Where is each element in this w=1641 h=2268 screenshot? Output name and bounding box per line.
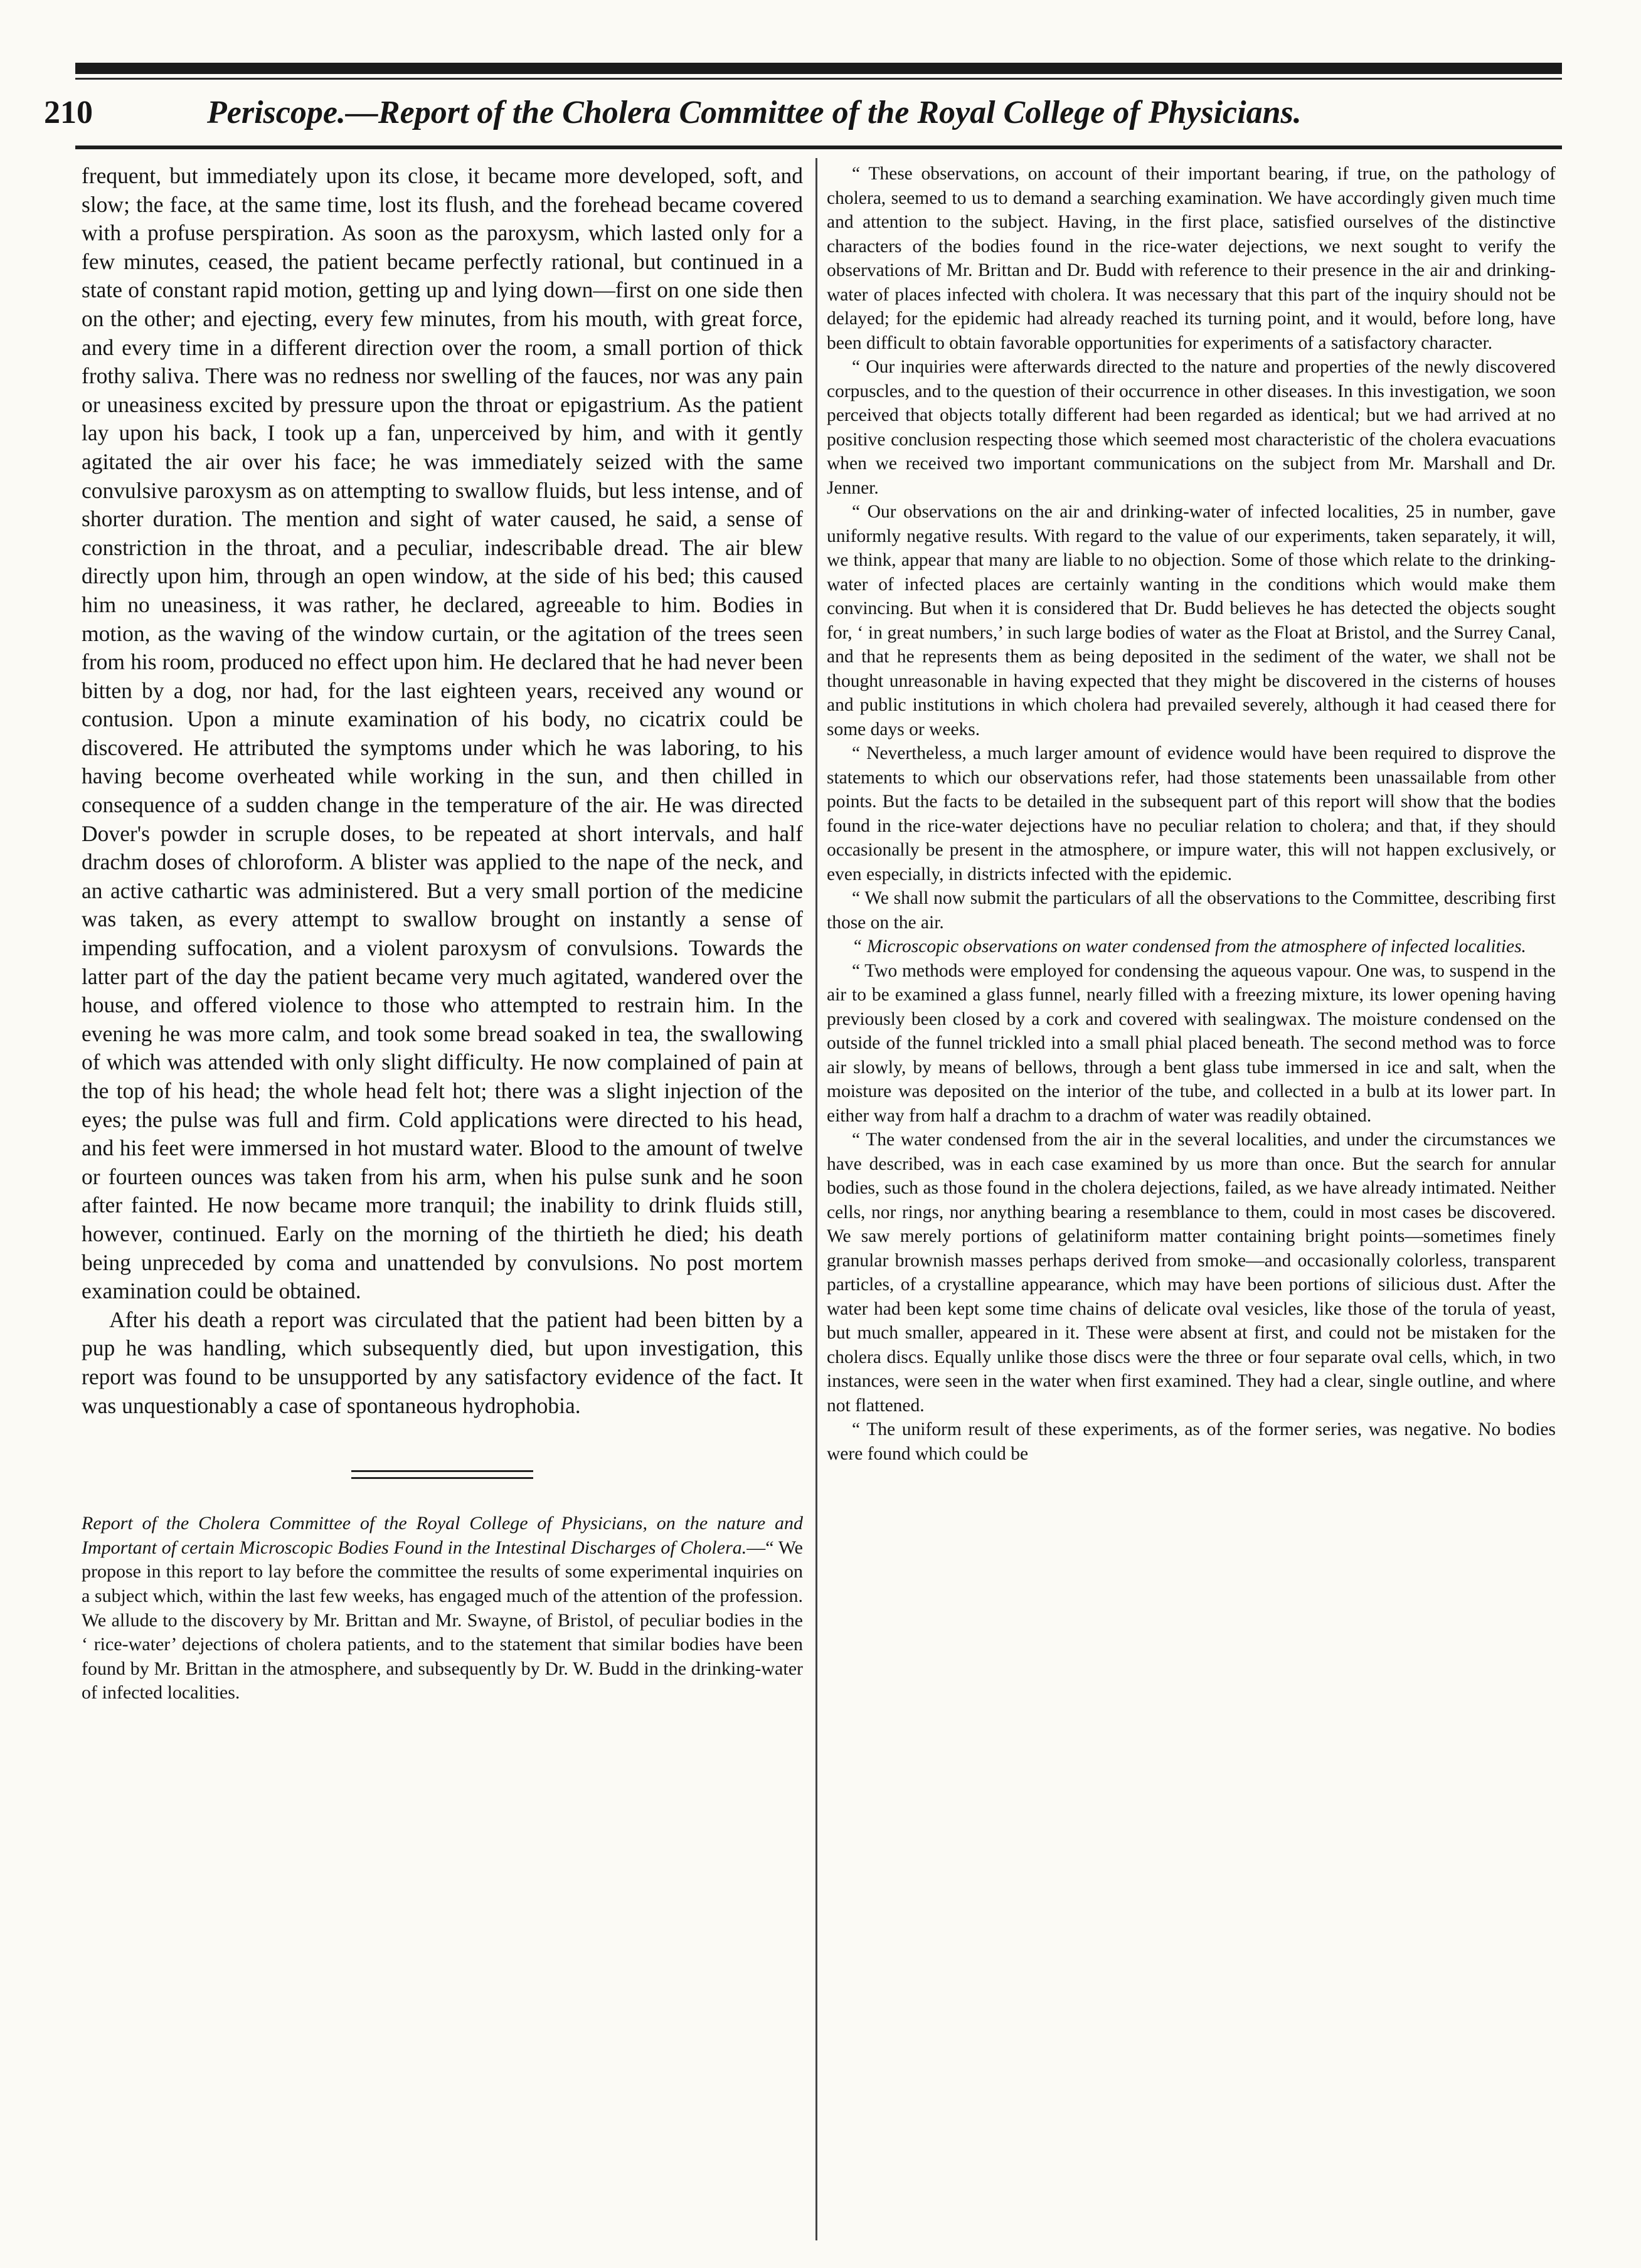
page-header [44,88,1575,144]
report-paragraph-air-water: “ Our observations on the air and drinking-water of infected localities, 25 in number, gave uniformly negative results. With regard to the value of our experiments, taken separately, it will, we think, appear that many are liable to no objection. Some of those which relate to the drinking-water of infected places are certainly wanting in the conditions which would make them convincing. But when it is considered that Dr. Budd believes he has detected the objects sought for, ‘ in great numbers,’ in such large bodies of water as the Float at Bristol, and the Surrey Canal, and that he represents them as being deposited in the sediment of the water, we shall not be thought unreasonable in having expected that they might be discovered in the cisterns of houses and public institutions in which cholera had prevailed severely, although it had ceased there for some days or weeks. [827,502,1556,739]
report-paragraph-methods: “ Two methods were employed for condensing the aqueous vapour. One was, to suspend in the air to be examined a glass funnel, nearly filled with a freezing mixture, its lower opening having previously been closed by a cork and covered with sealingwax. The moisture condensed on the outside of the funnel trickled into a small phial placed beneath. The second method was to force air slowly, by means of bellows, through a bent glass tube immersed in ice and salt, when the moisture was deposited on the interior of the tube, and collected in a bulb at its lower part. In either way from half a drachm to a drachm of water was readily obtained. [827,960,1556,1126]
subheading-microscopic: “ Microscopic observations on water condensed from the atmosphere of infected localities. [852,936,1526,956]
report-paragraph-submit: “ We shall now submit the particulars of all the observations to the Committee, describing first those on the air. [827,888,1556,933]
section-divider [351,1470,533,1472]
case-paragraph: frequent, but immediately upon its close, it became more developed, soft, and slow; the face, at the same time, lost its flush, and the forehead became covered with a profuse perspiration. As soon as the paroxysm, which lasted only for a few minutes, ceased, the patient became perfectly rational, but continued in a state of constant rapid motion, getting up and lying down—first on one side then on the other; and ejecting, every few minutes, from his mouth, with great force, and every time in a different direction over the room, a small portion of thick frothy saliva. There was no redness nor swelling of the fauces, nor was any pain or uneasiness excited by pressure upon the throat or epigastrium. As the patient lay upon his back, I took up a fan, unperceived by him, and with it gently agitated the air over his face; he was immediately seized with the same convulsive paroxysm as on attempting to swallow fluids, but less intense, and of shorter duration. The mention and sight of water caused, he said, a sense of constriction in the throat, and a peculiar, indescribable dread. The air blew directly upon him, through an open window, at the side of his bed; this caused him no uneasiness, it was rather, he declared, agreeable to him. Bodies in motion, as the waving of the window curtain, or the agitation of the trees seen from his room, produced no effect upon him. He declared that he had never been bitten by a dog, nor had, for the last eighteen years, received any wound or contusion. Upon a minute examination of his body, no cicatrix could be discovered. He attributed the symptoms under which he was laboring, to his having become overheated while working in the sun, and then chilled in consequence of a sudden change in the temperature of the air. He was directed Dover's powder in scruple doses, to be repeated at short intervals, and half drachm doses of chloroform. A blister was applied to the nape of the neck, and an active cathartic was administered. But a very small portion of the medicine was taken, as every attempt to swallow brought on instantly a sense of impending suffocation, and a violent paroxysm of convulsions. Towards the latter part of the day the patient became very much agitated, wandered over the house, and offered violence to those who attempted to restrain him. In the evening he was more calm, and took some bread soaked in tea, the swallowing of which was attended with only slight difficulty. He now complained of pain at the top of his head; the whole head felt hot; there was a slight injection of the eyes; the pulse was full and firm. Cold applications were directed to his head, and his feet were immersed in hot mustard water. Blood to the amount of twelve or fourteen ounces was taken from his arm, when his pulse sunk and he soon after fainted. He now became more tranquil; the inability to drink fluids still, however, continued. Early on the morning of the thirtieth he died; his death being unpreceded by coma and unattended by convulsions. No post mortem examination could be obtained. [82,163,803,1304]
right-column [827,162,1556,2250]
column-divider [815,158,817,2240]
top-rule-thin [75,78,1562,80]
report-paragraph-inquiries: “ Our inquiries were afterwards directed to the nature and properties of the newly discovered corpuscles, and to the question of their occurrence in other diseases. In this investigation, we soon perceived that objects totally different had been regarded as identical; but we had arrived at no positive conclusion respecting those which seemed most characteristic of the cholera evacuations when we received two important communications on the subject from Mr. Marshall and Dr. Jenner. [827,357,1556,498]
left-column [82,162,803,2250]
report-paragraph-nevertheless: “ Nevertheless, a much larger amount of evidence would have been required to disprove the statements to which our observations refer, had those statements been unassailable from other points. But the facts to be detailed in the subsequent part of this report will show that the bodies found in the rice-water dejections have no peculiar relation to cholera; and that, if they should occasionally be present in the atmosphere, or impure water, this will not happen exclusively, or even especially, in districts infected with the epidemic. [827,743,1556,884]
report-paragraph-condensed-water: “ The water condensed from the air in the several localities, and under the circumstances we have described, was in each case examined by us more than once. But the search for annular bodies, such as those found in the cholera dejections, failed, as we have already intimated. Neither cells, nor rings, nor anything bearing a resemblance to them, could in most cases be discovered. We saw merely portions of gelatiniform matter containing bright points—sometimes finely granular brownish masses perhaps derived from smoke—and occasionally colorless, transparent particles, of a crystalline appearance, which may have been portions of silicious dust. After the water had been kept some time chains of delicate oval vesicles, like those of the torula of yeast, but much smaller, appeared in it. These were absent at first, and could not be mistaken for the cholera discs. Equally unlike those discs were the three or four separate oval cells, which, in two instances, were seen in the water when first examined. They had a clear, single outline, and where not flattened. [827,1130,1556,1416]
section-divider-lower [351,1477,533,1479]
report-paragraph-uniform-result: “ The uniform result of these experiments, as of the former series, was negative. No bodies were found which could be [827,1419,1556,1464]
case-conclusion-paragraph: After his death a report was circulated that the patient had been bitten by a pup he was handling, which subsequently died, but upon investigation, this report was found to be unsupported by any satisfactory evidence of the fact. It was unquestionably a case of spontaneous hydrophobia. [82,1306,803,1418]
report-heading: Report of the Cholera Committee of the Royal College of Physicians, on the nature and Important of certain Microscopic Bodies Found in the Intestinal Discharges of Cholera. [82,1513,803,1558]
top-rule [75,63,1562,74]
report-text: —“ We propose in this report to lay before the committee the results of some experimental inquiries on a subject which, within the last few weeks, has engaged much of the attention of the profession. We allude to the discovery by Mr. Brittan and Mr. Swayne, of Bristol, of peculiar bodies in the ‘ rice-water’ dejections of cholera patients, and to the statement that similar bodies have been found by Mr. Brittan in the atmosphere, and subsequently by Dr. W. Budd in the drinking-water of infected localities. [82,1537,803,1704]
page-number: 210 [44,95,93,130]
report-paragraph-observations: “ These observations, on account of their important bearing, if true, on the pathology of cholera, seemed to us to demand a searching examination. We have accordingly given much time and attention to the subject. Having, in the first place, satisfied ourselves of the distinctive characters of the bodies found in the rice-water dejections, we next sought to verify the observations of Mr. Brittan and Dr. Budd with reference to their presence in the air and drinking-water of places infected with cholera. It was necessary that this part of the inquiry should not be delayed; for the epidemic had already reached its turning point, and it would, before long, have been difficult to obtain favorable opportunities for experiments of a satisfactory character. [827,164,1556,353]
header-rule [75,146,1562,149]
running-head: Periscope.—Report of the Cholera Committee of the Royal College of Physicians. [207,95,1302,130]
report-paragraph [82,1512,803,1705]
